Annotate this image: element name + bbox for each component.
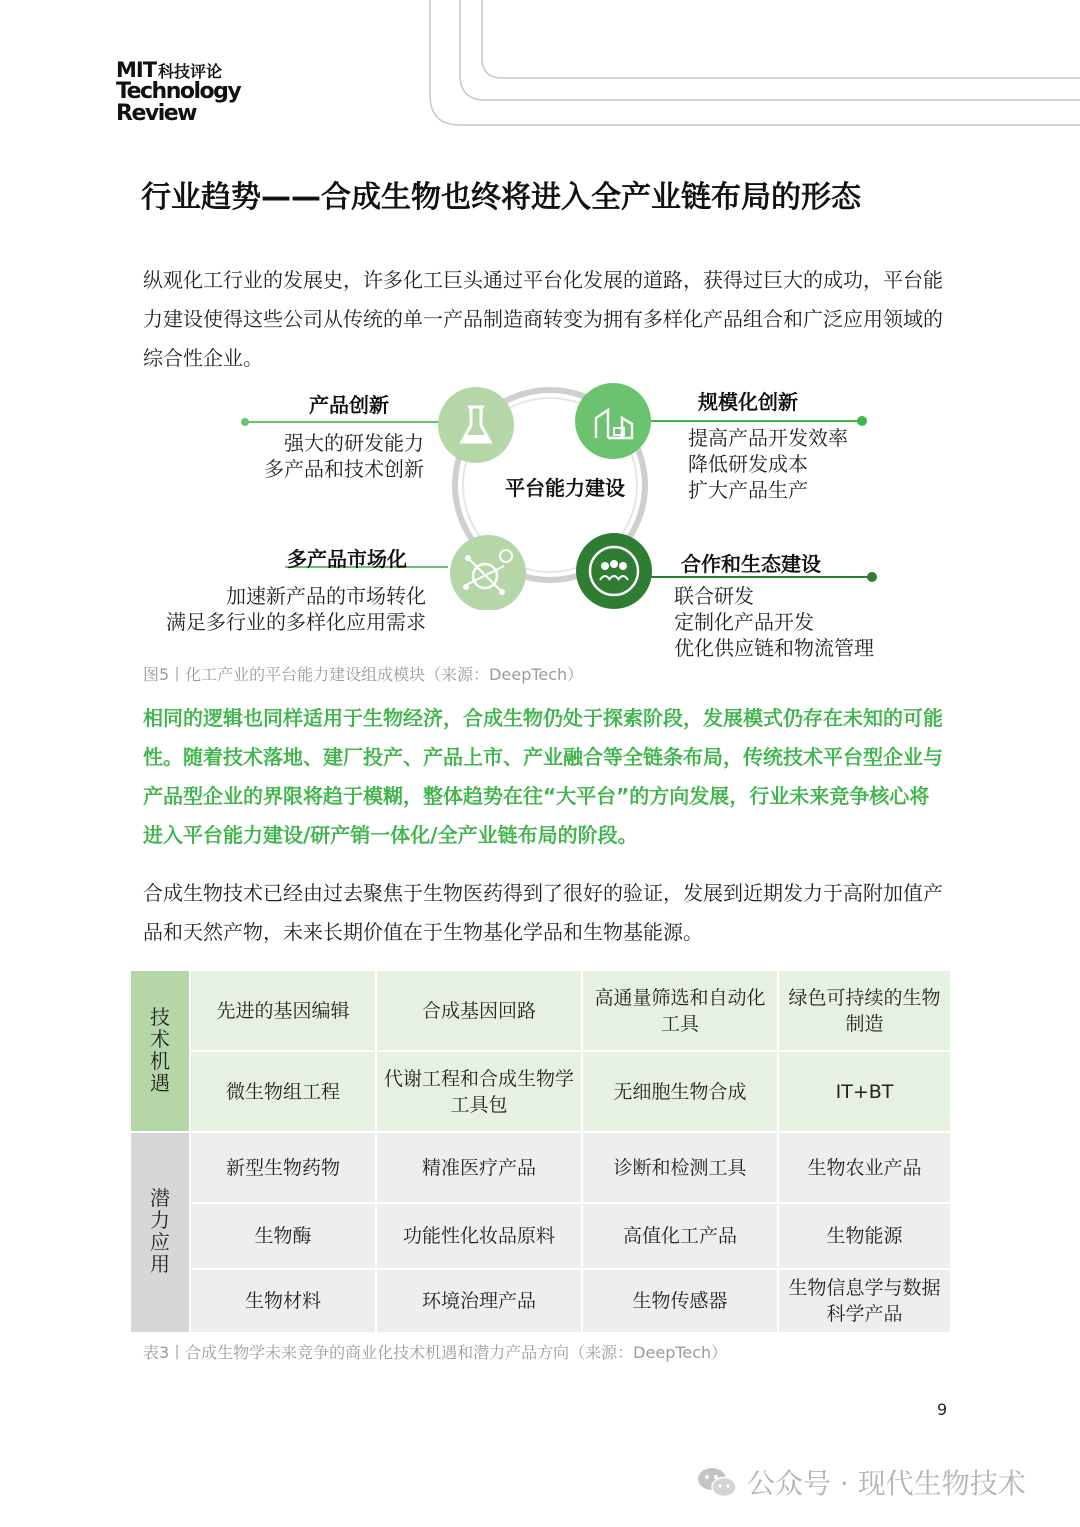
module-label-ecosystem: 合作和生态建设 bbox=[681, 552, 821, 576]
module-line: 提高产品开发效率 bbox=[688, 426, 848, 450]
table-cell: 生物农业产品 bbox=[778, 1132, 951, 1203]
side-label: 技术机遇 bbox=[150, 1004, 170, 1095]
logo-mit: MIT bbox=[116, 58, 157, 82]
table-cell: 代谢工程和合成生物学工具包 bbox=[376, 1051, 582, 1132]
module-line: 定制化产品开发 bbox=[674, 610, 814, 634]
table-cell: 无细胞生物合成 bbox=[582, 1051, 778, 1132]
table-row bbox=[130, 1132, 951, 1203]
table-row bbox=[130, 1269, 951, 1333]
factory-icon bbox=[575, 383, 651, 459]
table-cell: 微生物组工程 bbox=[190, 1051, 376, 1132]
table-cell: IT+BT bbox=[778, 1051, 951, 1132]
table-cell: 生物传感器 bbox=[582, 1269, 778, 1333]
table-row bbox=[130, 1203, 951, 1269]
page-title: 行业趋势——合成生物也终将进入全产业链布局的形态 bbox=[141, 180, 861, 215]
module-text-ecosystem bbox=[674, 583, 874, 661]
module-line: 满足多行业的多样化应用需求 bbox=[166, 610, 426, 634]
table-row bbox=[130, 970, 951, 1051]
paragraph-tech: 合成生物技术已经由过去聚焦于生物医药得到了很好的验证，发展到近期发力于高附加值产品和天然产物，未来长期价值在于生物基化学品和生物基能源。 bbox=[143, 881, 943, 944]
network-icon bbox=[450, 535, 526, 610]
table-row bbox=[130, 1051, 951, 1132]
logo-technology: Technology bbox=[116, 79, 241, 104]
tech-opportunity-header bbox=[130, 970, 190, 1132]
module-line: 强大的研发能力 bbox=[284, 431, 424, 455]
table-cell: 环境治理产品 bbox=[376, 1269, 582, 1333]
table-cell: 高值化工产品 bbox=[582, 1203, 778, 1269]
potential-application-header bbox=[130, 1132, 190, 1333]
module-line: 降低研发成本 bbox=[688, 452, 808, 476]
diagram-center-label: 平台能力建设 bbox=[505, 476, 625, 500]
paragraph-intro: 纵观化工行业的发展史，许多化工巨头通过平台化发展的道路，获得过巨大的成功，平台能力建设使得这些公司从传统的单一产品制造商转变为拥有多样化产品组合和广泛应用领域的综合性企业。 bbox=[143, 268, 943, 370]
table-cell: 诊断和检测工具 bbox=[582, 1132, 778, 1203]
table-cell: 生物能源 bbox=[778, 1203, 951, 1269]
table-cell: 生物材料 bbox=[190, 1269, 376, 1333]
flask-icon bbox=[438, 387, 514, 463]
table-cell: 先进的基因编辑 bbox=[190, 970, 376, 1051]
side-label: 潜力应用 bbox=[150, 1186, 170, 1276]
paragraph-highlight: 相同的逻辑也同样适用于生物经济，合成生物仍处于探索阶段，发展模式仍存在未知的可能性。随着技术落地、建厂投产、产品上市、产业融合等全链条布局，传统技术平台型企业与产品型企业的界限将趋于模糊，整体趋势在往“大平台”的方向发展，行业未来竞争核心将进入平台能力建设/研产销一体化/全产业链布局的阶段。 bbox=[143, 706, 943, 847]
opportunity-table bbox=[129, 969, 952, 1334]
page-number: 9 bbox=[937, 1400, 948, 1419]
module-label-scale-innovation: 规模化创新 bbox=[698, 390, 798, 414]
logo-review: Review bbox=[116, 101, 196, 126]
table-caption: 表3丨合成生物学未来竞争的商业化技术机遇和潜力产品方向（来源：DeepTech） bbox=[143, 1343, 728, 1362]
module-line: 联合研发 bbox=[674, 584, 754, 608]
table-cell: 合成基因回路 bbox=[376, 970, 582, 1051]
table-cell: 精准医疗产品 bbox=[376, 1132, 582, 1203]
people-icon bbox=[576, 533, 652, 609]
decorative-lines bbox=[420, 0, 1080, 130]
table-cell: 生物信息学与数据科学产品 bbox=[778, 1269, 951, 1333]
logo-cn: 科技评论 bbox=[158, 62, 223, 81]
module-label-product-innovation: 产品创新 bbox=[309, 393, 389, 417]
module-text-product-innovation bbox=[264, 430, 424, 482]
mit-technology-review-logo bbox=[116, 60, 246, 125]
module-line: 多产品和技术创新 bbox=[264, 457, 424, 481]
figure-caption: 图5丨化工产业的平台能力建设组成模块（来源：DeepTech） bbox=[143, 665, 584, 684]
watermark-text: 公众号 · 现代生物技术 bbox=[747, 1467, 1026, 1500]
table-cell: 绿色可持续的生物制造 bbox=[778, 970, 951, 1051]
table-cell: 生物酶 bbox=[190, 1203, 376, 1269]
table-cell: 新型生物药物 bbox=[190, 1132, 376, 1203]
module-text-scale-innovation bbox=[688, 425, 848, 503]
module-line: 扩大产品生产 bbox=[688, 478, 808, 502]
wechat-icon bbox=[697, 1465, 737, 1499]
watermark bbox=[697, 1462, 1026, 1502]
module-text-marketization bbox=[166, 583, 426, 635]
module-line: 优化供应链和物流管理 bbox=[674, 636, 874, 660]
module-line: 加速新产品的市场转化 bbox=[226, 584, 426, 608]
table-cell: 功能性化妆品原料 bbox=[376, 1203, 582, 1269]
table-cell: 高通量筛选和自动化工具 bbox=[582, 970, 778, 1051]
module-label-marketization: 多产品市场化 bbox=[287, 547, 407, 571]
